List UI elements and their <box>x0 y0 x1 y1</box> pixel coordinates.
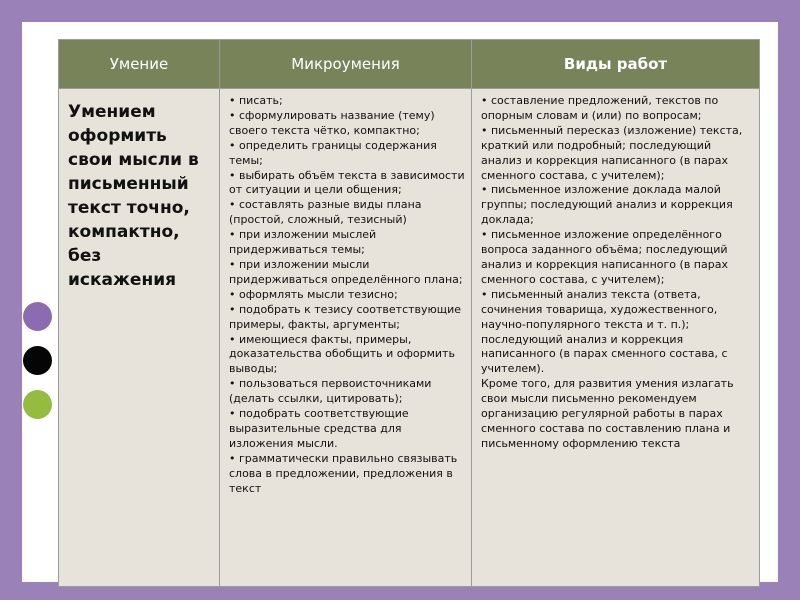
work-types-cell <box>472 89 760 587</box>
micro-skill-item: • оформлять мысли тезисно; <box>229 287 398 301</box>
micro-skill-item: • составлять разные виды плана (простой, сложный, тезисный) <box>229 198 422 227</box>
micro-skill-item: • грамматически правильно связывать слова в предложении, предложения в текст <box>229 451 458 495</box>
header-work-types: Виды работ <box>472 40 760 89</box>
work-type-item: Кроме того, для развития умения излагать свои мысли письменно рекомендуем организацию регулярной работы в парах сменного состава по составлению плана и письменному оформлению текста <box>481 377 734 450</box>
micro-skill-item: • сформулировать название (тему) своего текста чётко, компактно; <box>229 108 435 137</box>
black-circle-decoration <box>23 346 52 375</box>
skills-table <box>58 39 760 587</box>
header-skill: Умение <box>59 40 220 89</box>
work-types-list <box>473 90 758 452</box>
micro-skill-item: • при изложении мысли придерживаться определённого плана; <box>229 257 463 286</box>
micro-skill-item: • имеющиеся факты, примеры, доказательства обобщить и оформить выводы; <box>229 332 455 376</box>
work-type-item: • письменный анализ текста (ответа, сочинения товарища, художественного, научно-популярного текста и т. п.); последующий анализ и коррекция написанного (в парах сменного состава, с учителем). <box>481 287 728 376</box>
green-circle-decoration <box>23 390 52 419</box>
micro-skill-item: • при изложении мыслей придерживаться темы; <box>229 228 377 257</box>
micro-skill-item: • подобрать соответствующие выразительные средства для изложения мысли. <box>229 407 409 450</box>
micro-skills-list <box>221 90 470 496</box>
work-type-item: • письменное изложение доклада малой группы; последующий анализ и коррекция доклада; <box>481 183 733 227</box>
header-micro-skills: Микроумения <box>220 40 472 89</box>
micro-skill-item: • пользоваться первоисточниками (делать ссылки, цитировать); <box>229 377 432 406</box>
work-type-item: • письменный пересказ (изложение) текста, краткий или подробный; последующий анализ и коррекция написанного (в парах сменного состава, с учителем); <box>481 123 743 182</box>
skill-text: Умением оформить свои мысли в письменный текст точно, компактно, без искажения <box>68 102 199 290</box>
micro-skill-item: • подобрать к тезису соответствующие примеры, факты, аргументы; <box>229 302 462 331</box>
purple-circle-decoration <box>23 302 52 331</box>
skill-cell <box>59 89 220 587</box>
micro-skill-item: • писать; <box>229 94 283 107</box>
table-row <box>59 89 760 587</box>
micro-skill-item: • выбирать объём текста в зависимости от ситуации и цели общения; <box>229 168 465 197</box>
micro-skill-item: • определить границы содержания темы; <box>229 138 437 167</box>
work-type-item: • составление предложений, текстов по опорным словам и (или) по вопросам; <box>481 94 719 122</box>
table-header-row <box>59 40 760 89</box>
work-type-item: • письменное изложение определённого вопроса заданного объёма; последующий анализ и коррекция написанного (в парах сменного состава, с учителем); <box>481 228 728 286</box>
micro-skills-cell <box>220 89 472 587</box>
